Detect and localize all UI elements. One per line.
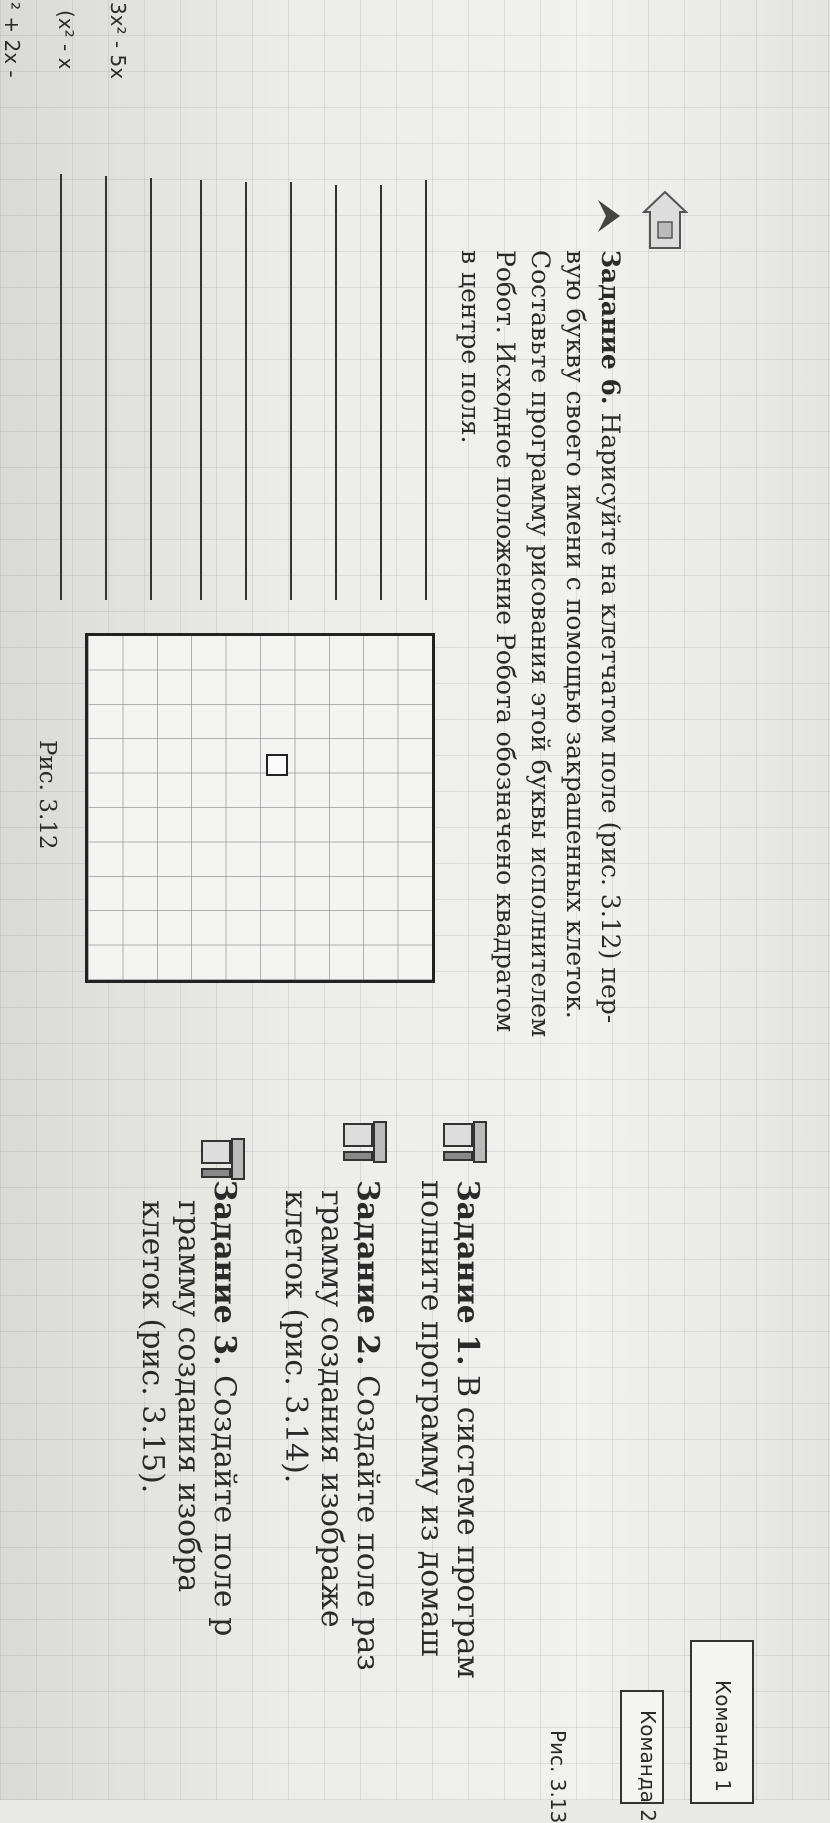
computer-icon bbox=[440, 1118, 490, 1168]
task3-line3: клеток (рис. 3.15). bbox=[135, 1200, 170, 1494]
task2-line1 bbox=[349, 1180, 385, 1671]
answer-line[interactable] bbox=[290, 182, 292, 600]
computer-icon bbox=[198, 1135, 248, 1185]
answer-line[interactable] bbox=[150, 178, 152, 600]
task6-line4: Робот. Исходное положение Робота обозначено квадратом bbox=[491, 250, 520, 1033]
task2-line3: клеток (рис. 3.14). bbox=[278, 1190, 313, 1484]
task1-line1 bbox=[449, 1180, 485, 1679]
task6-line2: вую букву своего имени с помощью закрашенных клеток. bbox=[561, 250, 590, 1019]
task1-line1-text: В системе програм bbox=[450, 1365, 485, 1679]
computer-icon bbox=[340, 1118, 390, 1168]
task6-line1-text: Нарисуйте на клетчатом поле (рис. 3.12) пер- bbox=[596, 404, 625, 1024]
task2-title: Задание 2. bbox=[350, 1180, 385, 1366]
task3-line1-text: Создайте поле р bbox=[207, 1365, 242, 1637]
answer-line[interactable] bbox=[425, 180, 427, 600]
robot-grid-field[interactable] bbox=[85, 633, 435, 983]
task6-line3: Составьте программу рисования этой буквы исполнителем bbox=[526, 250, 555, 1038]
task3-line1 bbox=[206, 1180, 242, 1636]
figure-313-caption: Рис. 3.13 bbox=[546, 1730, 570, 1823]
margin-math-b: (x² - x bbox=[54, 10, 78, 70]
task3-title: Задание 3. bbox=[207, 1180, 242, 1366]
answer-line[interactable] bbox=[380, 185, 382, 600]
answer-line[interactable] bbox=[335, 185, 337, 600]
answer-line[interactable] bbox=[200, 180, 202, 600]
figure-caption: Рис. 3.12 bbox=[34, 740, 60, 850]
team2-label: Команда 2 bbox=[636, 1710, 660, 1823]
margin-math-a: 3x² - 5x bbox=[106, 2, 130, 80]
margin-math-c: ² + 2x - bbox=[0, 2, 24, 78]
task3-line2: грамму создания изобра bbox=[171, 1200, 206, 1593]
team1-label: Команда 1 bbox=[711, 1680, 735, 1793]
pencil-icon bbox=[594, 196, 624, 236]
robot-start-square bbox=[266, 754, 288, 776]
task1-title: Задание 1. bbox=[450, 1180, 485, 1366]
task2-line1-text: Создайте поле раз bbox=[350, 1365, 385, 1671]
task6-line5: в центре поля. bbox=[456, 250, 485, 444]
task2-line2: грамму создания изображе bbox=[314, 1190, 349, 1628]
task6-title: Задание 6. bbox=[596, 250, 625, 405]
answer-line[interactable] bbox=[60, 174, 62, 600]
task1-line2: полните программу из домаш bbox=[414, 1180, 449, 1657]
task6-line1 bbox=[593, 250, 628, 1023]
answer-line[interactable] bbox=[105, 176, 107, 600]
answer-line[interactable] bbox=[245, 182, 247, 600]
house-icon bbox=[642, 190, 688, 250]
